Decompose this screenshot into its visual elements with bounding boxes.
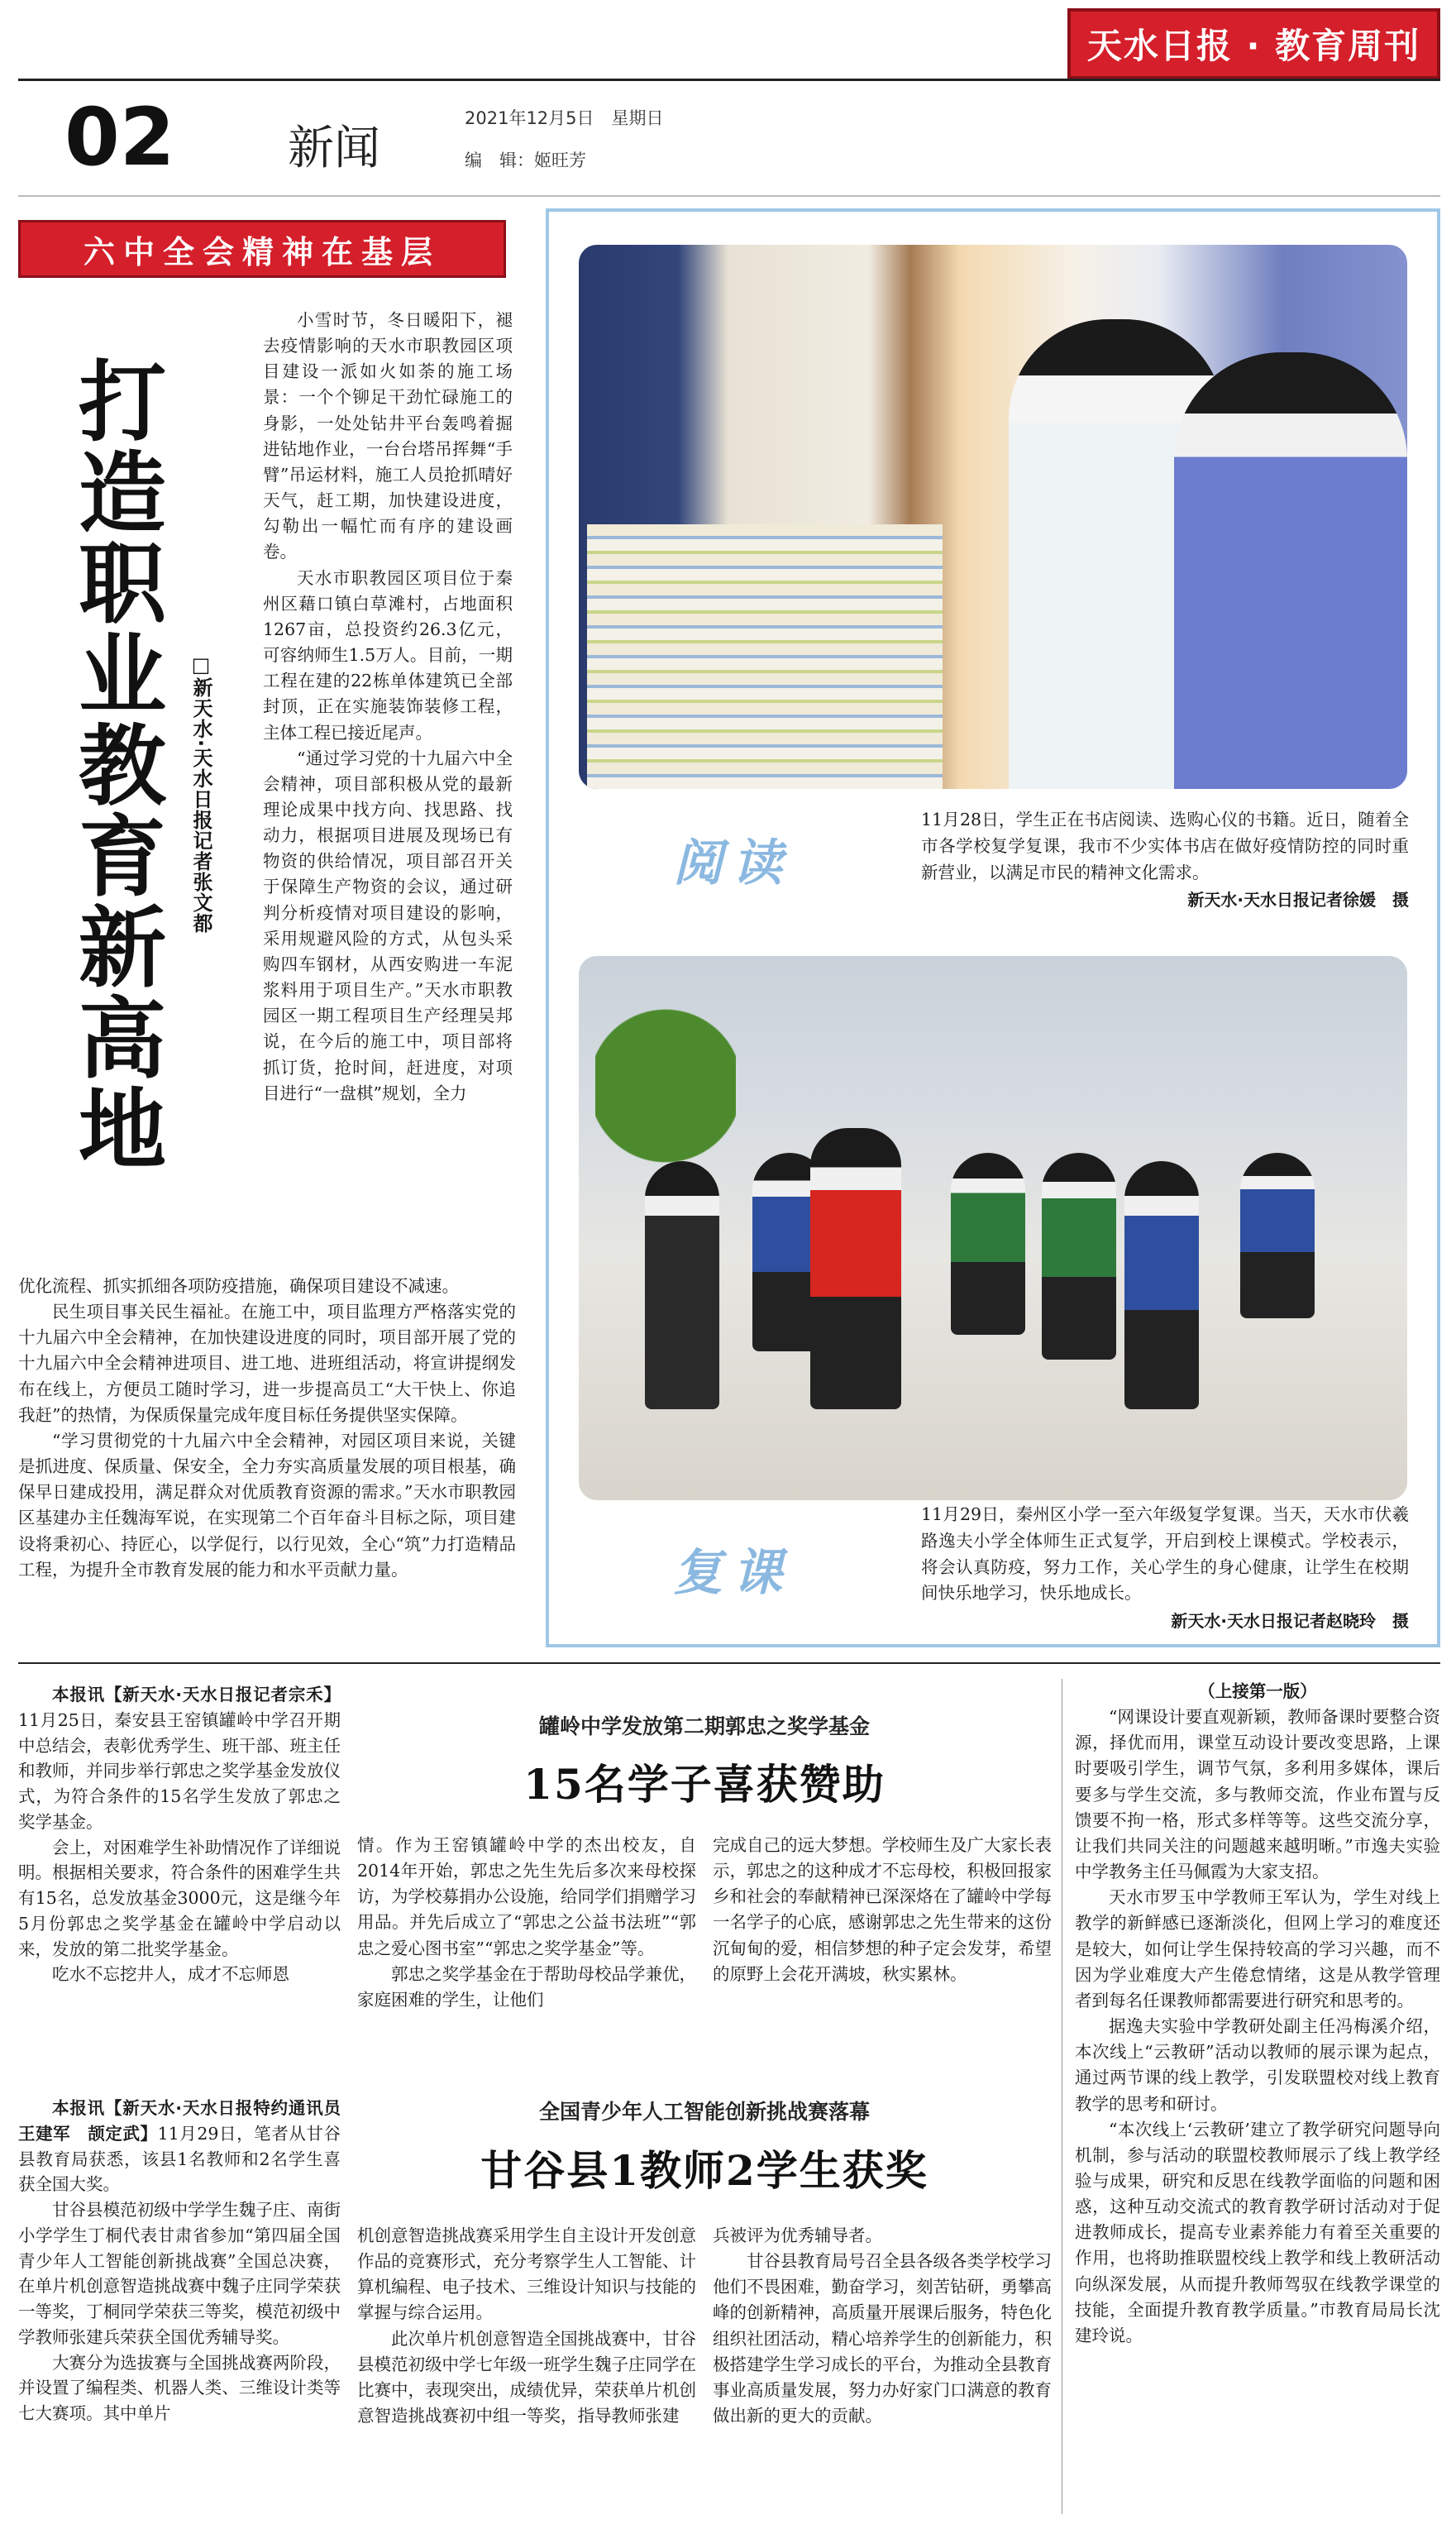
column-banner bbox=[18, 220, 506, 278]
lead-byline: □新天水·天水日报记者张文都 bbox=[189, 653, 212, 935]
lead-body-col1 bbox=[263, 308, 513, 1107]
photo-caption-reading bbox=[921, 807, 1409, 913]
page-number: 02 bbox=[64, 91, 175, 184]
brief-ai-contest bbox=[18, 2096, 341, 2426]
continued-story bbox=[1075, 1679, 1440, 2349]
brand-title: 天水日报 · 教育周刊 bbox=[1086, 26, 1421, 66]
school-return-photo bbox=[579, 956, 1407, 1500]
paragraph: 完成自己的远大梦想。学校师生及广大家长表示，郭忠之的这种成才不忘母校，积极回报家乡和社会的奉献精神已深深烙在了罐岭中学每一名学子的心底，感谢郭忠之先生带来的这份沉甸甸的爱，相信梦想的种子定会发芽，希望的原野上会花开满坡，秋实累林。 bbox=[713, 1835, 1052, 1984]
reader-figure bbox=[1174, 352, 1407, 789]
dateline: 本报讯【新天水·天水日报记者宗禾】 bbox=[52, 1685, 341, 1704]
paragraph: “学习贯彻党的十九届六中全会精神，对园区项目来说，关键是抓进度、保质量、保安全，全力夯实高质量发展的项目根基，确保早日建成投用，满足群众对优质教育资源的需求。”天水市职教园区基建办主任魏海军说，在实现第二个百年奋斗目标之际，项目建设将秉初心、持匠心，以学促行，以行见效，全心“筑”力打造精品工程，为提升全市教育发展的能力和水平贡献力量。 bbox=[18, 1430, 516, 1580]
masthead-rule-thin bbox=[18, 195, 1440, 197]
photo-credit: 新天水·天水日报记者徐媛 摄 bbox=[1187, 890, 1409, 911]
paragraph: 甘谷县模范初级中学学生魏子庄、南街小学学生丁桐代表甘肃省参加“第四届全国青少年人工智能创新挑战赛”全国总决赛，在单片机创意智造挑战赛中魏子庄同学荣获一等奖，丁桐同学荣获三等奖，模范初级中学教师张建兵荣获全国优秀辅导奖。 bbox=[18, 2200, 341, 2347]
paragraph: 小雪时节，冬日暖阳下，褪去疫情影响的天水市职教园区项目建设一派如火如荼的施工场景：一个个铆足干劲忙碌施工的身影，一处处钻井平台轰鸣着掘进钻地作业，一台台塔吊挥舞“手臂”吊运材料，施工人员抢抓晴好天气，赶工期，加快建设进度，勾勒出一幅忙而有序的建设画卷。 bbox=[263, 310, 513, 562]
student-figure bbox=[810, 1128, 901, 1409]
bookstore-photo bbox=[579, 245, 1407, 789]
paragraph-text: 11月25日，秦安县王窑镇罐岭中学召开期中总结会，表彰优秀学生、班干部、班主任和教师，并同步举行郭忠之奖学基金发放仪式，为符合条件的15名学生发放了郭忠之奖学基金。 bbox=[18, 1709, 341, 1832]
paragraph-text: 11月29日，笔者从甘谷县教育局获悉，该县1名教师和2名学生喜获全国大奖。 bbox=[18, 2123, 341, 2195]
student-figure bbox=[1240, 1153, 1315, 1318]
student-figure bbox=[1042, 1153, 1116, 1360]
paragraph: 甘谷县教育局号召全县各级各类学校学习他们不畏困难，勤奋学习，刻苦钻研，勇攀高峰的创新精神，高质量开展课后服务，特色化组织社团活动，精心培养学生的创新能力，积极搭建学生学习成长的平台，为推动全县教育事业高质量发展，努力办好家门口满意的教育做出新的更大的贡献。 bbox=[713, 2251, 1052, 2426]
caption-text: 11月28日，学生正在书店阅读、选购心仪的书籍。近日，随着全市各学校复学复课，我市不少实体书店在做好疫情防控的同时重新营业，以满足市民的精神文化需求。 bbox=[921, 810, 1409, 882]
story-kicker: 全国青少年人工智能创新挑战赛落幕 bbox=[538, 2100, 870, 2124]
paragraph bbox=[18, 2096, 341, 2197]
paragraph: “通过学习党的十九届六中全会精神，项目部积极从党的最新理论成果中找方向、找思路、找动力，根据项目进展及现场已有物资的供给情况，项目部召开关于保障生产物资的会议，通过研判分析疫情对项目建设的影响，采用规避风险的方式，从包头采购四车钢材，从西安购进一车泥浆料用于项目生产。”天水市职教园区一期工程项目生产经理吴邦说，在今后的施工中，项目部将抓订货，抢时间，赶进度，对项目进行“一盘棋”规划，全力 bbox=[263, 748, 513, 1103]
paragraph: 大赛分为选拔赛与全国挑战赛两阶段，并设置了编程类、机器人类、三维设计类等七大赛项。其中单片 bbox=[18, 2352, 341, 2423]
story-column bbox=[713, 1833, 1052, 1987]
photo-caption-return bbox=[921, 1502, 1409, 1634]
masthead-rule bbox=[18, 79, 1440, 81]
brand-box bbox=[1067, 8, 1440, 79]
column-banner-text: 六中全会精神在基层 bbox=[83, 233, 441, 270]
story-column bbox=[713, 2223, 1052, 2429]
paragraph: 天水市职教园区项目位于秦州区藉口镇白草滩村，占地面积1267亩，总投资约26.3亿元，可容纳师生1.5万人。目前，一期工程在建的22栋单体建筑已全部封顶，正在实施装饰装修工程，主体工程已接近尾声。 bbox=[263, 567, 513, 743]
photo-credit: 新天水·天水日报记者赵晓玲 摄 bbox=[1171, 1611, 1409, 1632]
book-stack-shape bbox=[587, 524, 943, 789]
dateline: 本报讯【新天水·天水日报特约通讯员王建军 颉定武】 bbox=[18, 2098, 341, 2144]
paragraph: 优化流程、抓实抓细各项防疫措施，确保项目建设不减速。 bbox=[18, 1276, 459, 1296]
paragraph: “本次线上‘云教研’建立了教学研究问题导向机制，参与活动的联盟校教师展示了线上教学经验与成果，研究和反思在线教学面临的问题和困惑，这种互动交流式的教育教学研讨活动对于促进教师成长，提高专业素养能力有着至关重要的作用，也将助推联盟校线上教学和线上教研活动向纵深发展，从而提升教师驾驭在线教学课堂的技能，全面提升教育教学质量。”市教育局局长沈建玲说。 bbox=[1075, 2119, 1440, 2345]
brief-scholarship bbox=[18, 1682, 341, 1987]
story-column bbox=[357, 2223, 696, 2429]
paragraph: 情。作为王窑镇罐岭中学的杰出校友，自2014年开始，郭忠之先生先后多次来母校探访，为学校募捐办公设施，给同学们捐赠学习用品。并先后成立了“郭忠之公益书法班”“郭忠之爱心图书室”“郭忠之奖学基金”等。 bbox=[357, 1835, 696, 1958]
paragraph: 此次单片机创意智造全国挑战赛中，甘谷县模范初级中学七年级一班学生魏子庄同学在比赛中，表现突出，成绩优异，荣获单片机创意智造挑战赛初中组一等奖，指导教师张建 bbox=[357, 2328, 696, 2426]
section-name: 新闻 bbox=[288, 122, 380, 175]
paragraph: 郭忠之奖学基金在于帮助母校品学兼优，家庭困难的学生，让他们 bbox=[357, 1963, 696, 2010]
story-column bbox=[357, 1833, 696, 2013]
photo-label-return: 复课 bbox=[673, 1544, 792, 1602]
lead-headline: 打造职业教育新高地 bbox=[64, 356, 168, 1174]
paragraph bbox=[18, 1682, 341, 1835]
photo-feature-frame bbox=[546, 208, 1440, 1647]
paragraph: 会上，对困难学生补助情况作了详细说明。根据相关要求，符合条件的困难学生共有15名，总发放基金3000元，这是继今年5月份郭忠之奖学基金在罐岭中学启动以来，发放的第二批奖学基金。 bbox=[18, 1837, 341, 1959]
student-figure bbox=[1124, 1161, 1199, 1409]
paragraph: 民生项目事关民生福祉。在施工中，项目监理方严格落实党的十九届六中全会精神，在加快建设进度的同时，项目部开展了党的十九届六中全会精神进项目、进工地、进班组活动，将宣讲提纲发布在线上，方便员工随时学习，进一步提高员工“大干快上、你追我赶”的热情，为保质保量完成年度目标任务提供坚实保障。 bbox=[18, 1302, 516, 1425]
issue-date: 2021年12月5日 星期日 bbox=[465, 108, 664, 128]
paragraph: “网课设计要直观新颖，教师备课时要整合资源，择优而用，课堂互动设计要改变思路，上课时要吸引学生，调节气氛，多利用多媒体，课后要多与学生交流，多与教师交流，作业布置与反馈要不拘一格，形式多样等等。这些交流分享，让我们共同关注的问题越来越明晰。”市逸夫实验中学教务主任马佩霞为大家支招。 bbox=[1075, 1707, 1440, 1882]
lead-body-col2 bbox=[18, 1274, 516, 1583]
paragraph: 机创意智造挑战赛采用学生自主设计开发创意作品的竞赛形式，充分考察学生人工智能、计算机编程、电子技术、三维设计知识与技能的掌握与综合运用。 bbox=[357, 2225, 696, 2323]
story-kicker: 罐岭中学发放第二期郭忠之奖学基金 bbox=[538, 1714, 870, 1738]
student-figure bbox=[951, 1153, 1025, 1335]
story-title: 15名学子喜获赞助 bbox=[523, 1760, 886, 1809]
student-figure bbox=[645, 1161, 719, 1409]
paragraph: 天水市罗玉中学教师王军认为，学生对线上教学的新鲜感已逐渐淡化，但网上学习的难度还是较大，如何让学生保持较高的学习兴趣，而不因为学业难度大产生倦怠情绪，这是从教学管理者到每名任课教师都需要进行研究和思考的。 bbox=[1075, 1887, 1440, 2010]
paragraph: 据逸夫实验中学教研处副主任冯梅溪介绍，本次线上“云教研”活动以教师的展示课为起点，通过两节课的线上教学，引发联盟校对线上教育教学的思考和研讨。 bbox=[1075, 2016, 1440, 2114]
photo-label-reading: 阅读 bbox=[673, 834, 792, 892]
caption-text: 11月29日，秦州区小学一至六年级复学复课。当天，天水市伏羲路逸夫小学全体师生正式复学，开启到校上课模式。学校表示，将会认真防疫，努力工作，关心学生的身心健康，让学生在校期间快乐地学习，快乐地成长。 bbox=[921, 1504, 1409, 1604]
story-title: 甘谷县1教师2学生获奖 bbox=[480, 2146, 928, 2195]
paragraph: 兵被评为优秀辅导者。 bbox=[713, 2225, 882, 2245]
continued-from-tag: （上接第一版） bbox=[1198, 1681, 1317, 1701]
section-divider bbox=[18, 1662, 1440, 1664]
editor-credit: 编 辑：姬旺芳 bbox=[465, 151, 586, 170]
paragraph: 吃水不忘挖井人，成才不忘师恩 bbox=[52, 1964, 289, 1985]
